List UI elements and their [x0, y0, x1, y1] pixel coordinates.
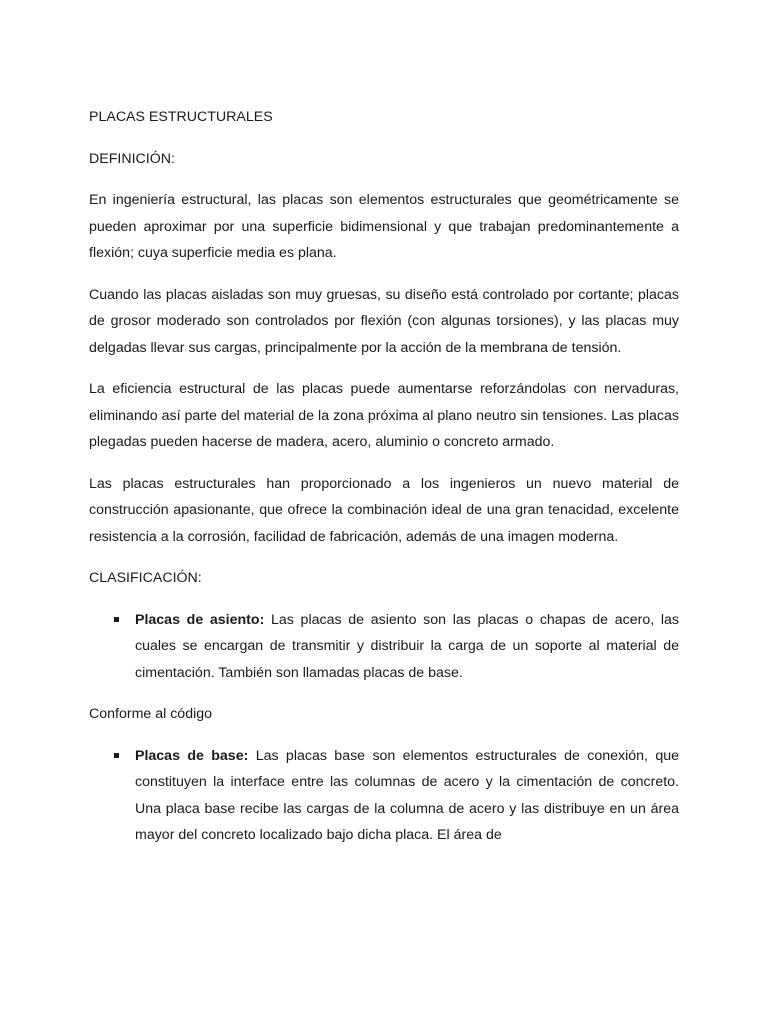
document-page [89, 104, 679, 864]
list-item-term: Placas de base: [135, 747, 249, 764]
square-bullet-icon [114, 617, 119, 622]
paragraph: La eficiencia estructural de las placas puede aumentarse reforzándolas con nervaduras, eliminando así parte del material de la zona próxima al plano neutro sin tensiones. Las placas plegadas pueden hacerse de madera, acero, aluminio o concreto armado. [89, 381, 679, 450]
list-item-text: Las placas de asiento son las placas o chapas de acero, las cuales se encargan de transmitir y distribuir la carga de un soporte al material de cimentación. También son llamadas placas de base. [135, 611, 679, 681]
list-item [135, 743, 679, 849]
paragraph: En ingeniería estructural, las placas son elementos estructurales que geométricamente se pueden aproximar por una superficie bidimensional y que trabajan predominantemente a flexión; cuya superficie media es plana. [89, 192, 679, 261]
classification-list [89, 607, 679, 687]
code-list [89, 743, 679, 849]
classification-heading: CLASIFICACIÓN: [89, 570, 202, 586]
paragraph: Las placas estructurales han proporcionado a los ingenieros un nuevo material de construcción apasionante, que ofrece la combinación ideal de una gran tenacidad, excelente resistencia a la corrosión, facilidad de fabricación, además de una imagen moderna. [89, 475, 679, 545]
paragraph: Cuando las placas aisladas son muy gruesas, su diseño está controlado por cortante; placas de grosor moderado son controlados por flexión (con algunas torsiones), y las placas muy delgadas llevar sus cargas, principalmente por la acción de la membrana de tensión. [89, 286, 679, 356]
list-item [135, 607, 679, 687]
square-bullet-icon [114, 753, 119, 758]
code-heading: Conforme al código [89, 706, 213, 722]
list-item-text: Las placas base son elementos estructurales de conexión, que constituyen la interface entre las columnas de acero y la cimentación de concreto. Una placa base recibe las cargas de la columna de acero y las distribuye en un área mayor del concreto localizado bajo dicha placa. El área de [135, 747, 679, 843]
list-item-term: Placas de asiento: [135, 611, 265, 628]
document-title: PLACAS ESTRUCTURALES [89, 109, 273, 125]
definition-heading: DEFINICIÓN: [89, 150, 175, 167]
